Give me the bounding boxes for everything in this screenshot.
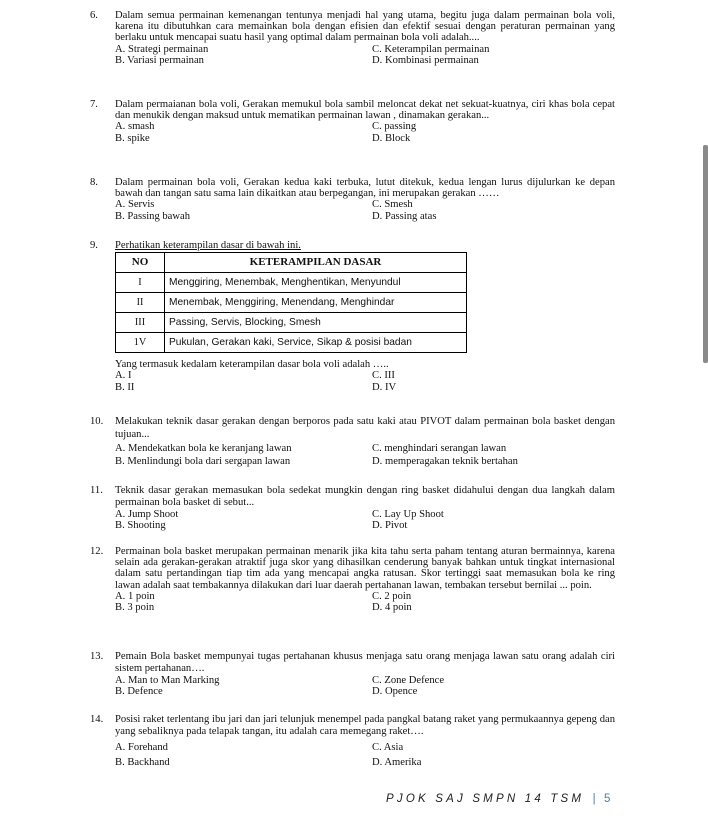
question-number: 7. (90, 99, 98, 110)
option-d: D. 4 poin (372, 602, 412, 614)
answer-options (115, 740, 615, 770)
option-c: C. Keterampilan permainan (372, 43, 490, 55)
option-d: D. IV (372, 381, 397, 393)
table-cell-no: I (116, 273, 165, 293)
question-number: 14. (90, 714, 104, 725)
question-13 (90, 651, 615, 698)
table-row (116, 273, 467, 293)
scrollbar-thumb[interactable] (703, 145, 708, 363)
option-c: C. III (372, 370, 395, 382)
option-b: B. Defence (115, 686, 163, 698)
option-b: B. Variasi permainan (115, 54, 204, 66)
option-c: C. Zone Defence (372, 674, 445, 686)
question-text: Dalam permainan bola voli, Gerakan kedua kaki terbuka, lutut ditekuk, kedua lengan lurus dijulurkan ke depan bawah dan tangan satu sama lain dikaitkan atau berpegangan, ini merupakan gerakan …… (115, 177, 615, 200)
option-a: A. I (115, 370, 132, 382)
question-followup: Yang termasuk kedalam keterampilan dasar bola voli adalah ….. (115, 359, 389, 371)
answer-options (115, 44, 615, 66)
question-12 (90, 546, 615, 613)
answer-options (115, 509, 615, 533)
option-a: A. 1 poin (115, 590, 155, 602)
option-c: C. passing (372, 121, 417, 133)
question-text: Perhatikan keterampilan dasar di bawah ini. (115, 240, 301, 251)
table-cell-no: III (116, 313, 165, 333)
table-header-row (116, 253, 467, 273)
question-text: Teknik dasar gerakan memasukan bola sedekat mungkin dengan ring basket didahului dengan dua langkah dalam permainan bola basket di sebut... (115, 485, 615, 508)
option-b: B. Passing bawah (115, 210, 191, 222)
table-header-skill: KETERAMPILAN DASAR (165, 253, 467, 273)
answer-options (115, 591, 615, 613)
page-number: 5 (604, 793, 611, 805)
question-number: 10. (90, 416, 104, 427)
option-d: D. Passing atas (372, 210, 437, 222)
option-a: A. Servis (115, 199, 155, 211)
option-a: A. smash (115, 121, 155, 133)
answer-options (115, 443, 615, 468)
table-cell-skill: Pukulan, Gerakan kaki, Service, Sikap & posisi badan (165, 333, 467, 353)
option-d: D. Block (372, 132, 411, 144)
table-cell-no: II (116, 293, 165, 313)
answer-options (115, 675, 615, 699)
option-b: B. Shooting (115, 520, 166, 532)
table-cell-skill: Passing, Servis, Blocking, Smesh (165, 313, 467, 333)
question-text: Dalam semua permainan kemenangan tentunya menjadi hal yang utama, begitu juga dalam permainan bola voli, karena itu dibutuhkan cara memainkan bola dengan efisien dan efektif sesuai dengan peraturan permainan yang berlaku untuk mencapai suatu hasil yang optimal dalam permainan bola voli adalah.... (115, 10, 615, 44)
question-6 (90, 10, 615, 66)
option-c: C. Lay Up Shoot (372, 508, 444, 520)
option-a: A. Jump Shoot (115, 508, 179, 520)
footer-label: PJOK SAJ SMPN 14 TSM (386, 793, 585, 805)
question-text: Melakukan teknik dasar gerakan dengan berporos pada satu kaki atau PIVOT dalam permainan bola basket dengan tujuan... (115, 416, 615, 440)
option-d: D. Opence (372, 686, 418, 698)
option-b: B. II (115, 381, 135, 393)
question-8 (90, 177, 615, 222)
table-cell-no: 1V (116, 333, 165, 353)
skills-table (115, 252, 467, 353)
question-text: Posisi raket terlentang ibu jari dan jari telunjuk menempel pada pangkal batang raket yang permukaannya gepeng dan yang sebaliknya pada telapak tangan, itu adalah cara memegang raket…. (115, 714, 615, 737)
question-text: Permainan bola basket merupakan permainan menarik jika kita tahu serta paham tentang aturan bermainnya, karena selain ada gerakan-gerakan atraktif juga skor yang dihasilkan cenderung banyak bahkan untuk tingkat internasional dalam satu pertandingan tiap tim ada yang mencapai angka ratusan. Skor tertinggi saat memasukan bola ke ring lawan adalah saat tembakannya dilakukan dari luar daerah pertahanan lawan, tembakan tersebut bernilai ... poin. (115, 546, 615, 591)
table-row (116, 293, 467, 313)
option-c: C. menghindari serangan lawan (372, 443, 507, 454)
option-c: C. 2 poin (372, 590, 412, 602)
page-footer (386, 794, 610, 805)
question-number: 8. (90, 177, 98, 188)
option-a: A. Strategi permainan (115, 43, 209, 55)
answer-options (115, 121, 615, 143)
question-number: 9. (90, 240, 98, 251)
option-d: D. Amerika (372, 757, 422, 768)
option-a: A. Forehand (115, 742, 168, 753)
question-11 (90, 485, 615, 532)
option-a: A. Man to Man Marking (115, 674, 220, 686)
question-number: 6. (90, 10, 98, 21)
option-d: D. Kombinasi permainan (372, 54, 479, 66)
option-b: B. 3 poin (115, 602, 155, 614)
question-number: 11. (90, 485, 103, 496)
option-a: A. Mendekatkan bola ke keranjang lawan (115, 443, 292, 454)
question-7 (90, 99, 615, 144)
table-cell-skill: Menembak, Menggiring, Menendang, Menghindar (165, 293, 467, 313)
option-c: C. Asia (372, 742, 404, 753)
answer-options (115, 199, 615, 221)
table-row (116, 333, 467, 353)
option-d: D. Pivot (372, 520, 408, 532)
question-14 (90, 714, 615, 770)
question-9 (90, 240, 615, 393)
question-number: 13. (90, 651, 104, 662)
option-b: B. Backhand (115, 757, 170, 768)
table-cell-skill: Menggiring, Menembak, Menghentikan, Menyundul (165, 273, 467, 293)
table-header-no: NO (116, 253, 165, 273)
answer-options (115, 370, 615, 392)
footer-separator: | (592, 793, 596, 805)
question-text: Dalam permaianan bola voli, Gerakan memukul bola sambil meloncat dekat net sekuat-kuatnya, ciri khas bola cepat dan menukik dengan maksud untuk mematikan permainan lawan , dinamakan gerakan... (115, 99, 615, 122)
question-10 (90, 416, 615, 468)
question-text: Pemain Bola basket mempunyai tugas pertahanan khusus menjaga satu orang menjaga lawan satu orang adalah ciri sistem pertahanan…. (115, 651, 615, 674)
option-d: D. memperagakan teknik bertahan (372, 455, 518, 467)
option-c: C. Smesh (372, 199, 413, 211)
question-number: 12. (90, 546, 104, 557)
option-b: B. spike (115, 132, 150, 144)
table-row (116, 313, 467, 333)
option-b: B. Menlindungi bola dari sergapan lawan (115, 455, 291, 467)
